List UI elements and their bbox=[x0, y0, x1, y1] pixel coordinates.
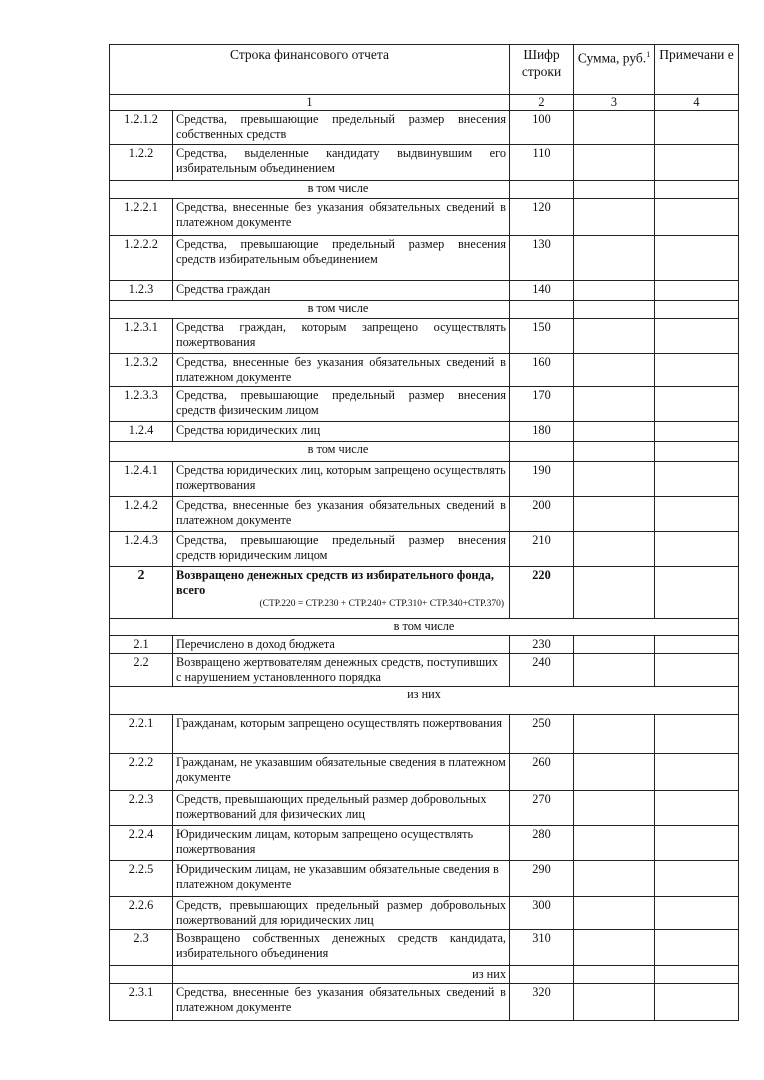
amount-input-cell[interactable] bbox=[574, 354, 655, 387]
header-report-line: Строка финансового отчета bbox=[110, 45, 510, 95]
note-input-cell[interactable] bbox=[655, 636, 739, 654]
table-row bbox=[110, 984, 739, 1021]
note-input-cell[interactable] bbox=[655, 442, 739, 462]
row-text: Гражданам, которым запрещено осуществлять пожертвования bbox=[176, 716, 502, 730]
header-row bbox=[110, 45, 739, 95]
row-text: Средства, внесенные без указания обязательных сведений в платежном документе bbox=[176, 498, 506, 527]
table-row bbox=[110, 791, 739, 826]
row-number: 2.2.3 bbox=[110, 791, 173, 826]
note-input-cell[interactable] bbox=[655, 861, 739, 897]
amount-input-cell[interactable] bbox=[574, 387, 655, 422]
row-text: Средства, внесенные без указания обязательных сведений в платежном документе bbox=[176, 355, 506, 384]
subheading-label: в том числе bbox=[110, 619, 739, 636]
table-row bbox=[110, 636, 739, 654]
amount-input-cell[interactable] bbox=[574, 966, 655, 984]
row-number: 1.2.4.2 bbox=[110, 497, 173, 532]
row-number: 2.2.5 bbox=[110, 861, 173, 897]
row-number: 2.2.2 bbox=[110, 754, 173, 791]
note-input-cell[interactable] bbox=[655, 462, 739, 497]
row-code: 230 bbox=[510, 636, 574, 654]
row-description bbox=[173, 654, 510, 687]
row-code-empty bbox=[510, 442, 574, 462]
row-code-empty bbox=[510, 301, 574, 319]
column-number: 2 bbox=[510, 95, 574, 111]
amount-input-cell[interactable] bbox=[574, 497, 655, 532]
row-description bbox=[173, 930, 510, 966]
row-number: 2.1 bbox=[110, 636, 173, 654]
column-number-row bbox=[110, 95, 739, 111]
row-text: Средства, превышающие предельный размер внесения средств юридическим лицом bbox=[176, 533, 506, 562]
table-row bbox=[110, 462, 739, 497]
table-row bbox=[110, 111, 739, 145]
row-code: 300 bbox=[510, 897, 574, 930]
amount-input-cell[interactable] bbox=[574, 984, 655, 1021]
table-row bbox=[110, 354, 739, 387]
table-row bbox=[110, 319, 739, 354]
note-input-cell[interactable] bbox=[655, 984, 739, 1021]
row-text: Возвращено собственных денежных средств кандидата, избирательного объединения bbox=[176, 931, 506, 960]
note-input-cell[interactable] bbox=[655, 826, 739, 861]
note-input-cell[interactable] bbox=[655, 791, 739, 826]
subheading-label: из них bbox=[110, 687, 739, 715]
row-description bbox=[173, 861, 510, 897]
amount-input-cell[interactable] bbox=[574, 181, 655, 199]
subheading-row bbox=[110, 442, 739, 462]
row-text: Средства, внесенные без указания обязательных сведений в платежном документе bbox=[176, 985, 506, 1014]
note-input-cell[interactable] bbox=[655, 422, 739, 442]
row-text: Средства граждан bbox=[176, 282, 271, 296]
amount-input-cell[interactable] bbox=[574, 636, 655, 654]
row-code: 100 bbox=[510, 111, 574, 145]
table-row bbox=[110, 754, 739, 791]
row-number: 2 bbox=[110, 567, 173, 619]
subheading-label: в том числе bbox=[110, 301, 510, 319]
subheading-row bbox=[110, 301, 739, 319]
table-row bbox=[110, 567, 739, 619]
subheading-label: в том числе bbox=[110, 181, 510, 199]
row-text: Средства, внесенные без указания обязательных сведений в платежном документе bbox=[176, 200, 506, 229]
amount-input-cell[interactable] bbox=[574, 897, 655, 930]
row-description bbox=[173, 984, 510, 1021]
table-row bbox=[110, 532, 739, 567]
amount-input-cell[interactable] bbox=[574, 654, 655, 687]
row-code: 270 bbox=[510, 791, 574, 826]
table-row bbox=[110, 199, 739, 236]
row-text: Средства юридических лиц bbox=[176, 423, 321, 437]
note-input-cell[interactable] bbox=[655, 281, 739, 301]
row-number: 1.2.3.1 bbox=[110, 319, 173, 354]
table-row bbox=[110, 497, 739, 532]
row-text: Возвращено жертвователям денежных средств, поступивших с нарушением установленного порядка bbox=[176, 655, 498, 684]
amount-input-cell[interactable] bbox=[574, 826, 655, 861]
table-row bbox=[110, 897, 739, 930]
note-input-cell[interactable] bbox=[655, 387, 739, 422]
note-input-cell[interactable] bbox=[655, 966, 739, 984]
subheading-row bbox=[110, 181, 739, 199]
row-code: 320 bbox=[510, 984, 574, 1021]
note-input-cell[interactable] bbox=[655, 654, 739, 687]
row-description bbox=[173, 636, 510, 654]
row-code: 210 bbox=[510, 532, 574, 567]
amount-input-cell[interactable] bbox=[574, 532, 655, 567]
row-description bbox=[173, 897, 510, 930]
row-number: 1.2.1.2 bbox=[110, 111, 173, 145]
table-row bbox=[110, 281, 739, 301]
row-code-empty bbox=[510, 966, 574, 984]
row-code: 290 bbox=[510, 861, 574, 897]
column-number: 4 bbox=[655, 95, 739, 111]
amount-input-cell[interactable] bbox=[574, 145, 655, 181]
table-row bbox=[110, 715, 739, 754]
amount-input-cell[interactable] bbox=[574, 791, 655, 826]
amount-input-cell[interactable] bbox=[574, 567, 655, 619]
row-description bbox=[173, 754, 510, 791]
row-number: 2.2.1 bbox=[110, 715, 173, 754]
note-input-cell[interactable] bbox=[655, 181, 739, 199]
row-number: 1.2.4 bbox=[110, 422, 173, 442]
amount-input-cell[interactable] bbox=[574, 422, 655, 442]
note-input-cell[interactable] bbox=[655, 319, 739, 354]
note-input-cell[interactable] bbox=[655, 236, 739, 281]
amount-input-cell[interactable] bbox=[574, 754, 655, 791]
row-code: 120 bbox=[510, 199, 574, 236]
row-text: Средства юридических лиц, которым запрещено осуществлять пожертвования bbox=[176, 463, 506, 492]
row-number: 1.2.4.1 bbox=[110, 462, 173, 497]
column-number: 1 bbox=[110, 95, 510, 111]
header-amount bbox=[574, 45, 655, 95]
header-line-code: Шифр строки bbox=[510, 45, 574, 95]
note-input-cell[interactable] bbox=[655, 897, 739, 930]
row-description bbox=[173, 145, 510, 181]
amount-input-cell[interactable] bbox=[574, 319, 655, 354]
amount-input-cell[interactable] bbox=[574, 715, 655, 754]
row-description bbox=[173, 387, 510, 422]
row-text: Средства граждан, которым запрещено осуществлять пожертвования bbox=[176, 320, 506, 349]
row-code: 250 bbox=[510, 715, 574, 754]
row-description bbox=[173, 497, 510, 532]
amount-input-cell[interactable] bbox=[574, 301, 655, 319]
row-description bbox=[173, 567, 510, 619]
row-text: Средства, выделенные кандидату выдвинувшим его избирательным объединением bbox=[176, 146, 506, 175]
row-text: Средства, превышающие предельный размер внесения средств избирательным объединением bbox=[176, 237, 506, 266]
note-input-cell[interactable] bbox=[655, 354, 739, 387]
row-description bbox=[173, 422, 510, 442]
table-row bbox=[110, 236, 739, 281]
note-input-cell[interactable] bbox=[655, 145, 739, 181]
row-text: Перечислено в доход бюджета bbox=[176, 637, 335, 651]
amount-input-cell[interactable] bbox=[574, 111, 655, 145]
row-text: Гражданам, не указавшим обязательные сведения в платежном документе bbox=[176, 755, 506, 784]
row-formula: (СТР.220 = СТР.230 + СТР.240+ СТР.310+ СТР.340+СТР.370) bbox=[259, 599, 504, 609]
row-description bbox=[173, 199, 510, 236]
amount-input-cell[interactable] bbox=[574, 930, 655, 966]
footnote-ref: 1 bbox=[646, 50, 651, 59]
row-code: 200 bbox=[510, 497, 574, 532]
row-number: 2.2.4 bbox=[110, 826, 173, 861]
table-row bbox=[110, 930, 739, 966]
row-code: 110 bbox=[510, 145, 574, 181]
amount-input-cell[interactable] bbox=[574, 236, 655, 281]
row-text: Средств, превышающих предельный размер добровольных пожертвований для физических лиц bbox=[176, 792, 487, 821]
row-description bbox=[173, 319, 510, 354]
subheading-label: в том числе bbox=[110, 442, 510, 462]
row-number: 1.2.2.1 bbox=[110, 199, 173, 236]
row-number: 1.2.3 bbox=[110, 281, 173, 301]
row-description bbox=[173, 791, 510, 826]
row-text: Юридическим лицам, не указавшим обязательные сведения в платежном документе bbox=[176, 862, 499, 891]
row-description bbox=[173, 715, 510, 754]
row-number: 2.3 bbox=[110, 930, 173, 966]
row-code: 190 bbox=[510, 462, 574, 497]
header-amount-label: Сумма, руб. bbox=[577, 50, 647, 66]
row-code: 160 bbox=[510, 354, 574, 387]
header-note: Примечани е bbox=[655, 45, 739, 95]
row-description bbox=[173, 111, 510, 145]
row-description bbox=[173, 462, 510, 497]
row-code-empty bbox=[510, 181, 574, 199]
row-code: 130 bbox=[510, 236, 574, 281]
table-row bbox=[110, 654, 739, 687]
row-text: Юридическим лицам, которым запрещено осуществлять пожертвования bbox=[176, 827, 474, 856]
row-code: 150 bbox=[510, 319, 574, 354]
row-code: 140 bbox=[510, 281, 574, 301]
column-number: 3 bbox=[574, 95, 655, 111]
note-input-cell[interactable] bbox=[655, 930, 739, 966]
row-code: 310 bbox=[510, 930, 574, 966]
row-text: Средств, превышающих предельный размер добровольных пожертвований для юридических лиц bbox=[176, 898, 506, 927]
subheading-row bbox=[110, 687, 739, 715]
row-number: 1.2.3.2 bbox=[110, 354, 173, 387]
row-number: 2.3.1 bbox=[110, 984, 173, 1021]
row-description bbox=[173, 354, 510, 387]
financial-report-table bbox=[109, 44, 739, 1021]
table-row bbox=[110, 826, 739, 861]
amount-input-cell[interactable] bbox=[574, 462, 655, 497]
note-input-cell[interactable] bbox=[655, 532, 739, 567]
amount-input-cell[interactable] bbox=[574, 861, 655, 897]
row-code: 220 bbox=[510, 567, 574, 619]
row-code: 240 bbox=[510, 654, 574, 687]
row-description bbox=[173, 826, 510, 861]
row-number: 1.2.2.2 bbox=[110, 236, 173, 281]
row-description bbox=[173, 532, 510, 567]
row-number: 2.2 bbox=[110, 654, 173, 687]
note-input-cell[interactable] bbox=[655, 715, 739, 754]
row-code: 260 bbox=[510, 754, 574, 791]
table-row bbox=[110, 387, 739, 422]
row-number: 2.2.6 bbox=[110, 897, 173, 930]
note-input-cell[interactable] bbox=[655, 754, 739, 791]
amount-input-cell[interactable] bbox=[574, 281, 655, 301]
table-row bbox=[110, 145, 739, 181]
amount-input-cell[interactable] bbox=[574, 199, 655, 236]
row-number-empty bbox=[110, 966, 173, 984]
row-number: 1.2.4.3 bbox=[110, 532, 173, 567]
subheading-row bbox=[110, 619, 739, 636]
table-row bbox=[110, 861, 739, 897]
note-input-cell[interactable] bbox=[655, 301, 739, 319]
amount-input-cell[interactable] bbox=[574, 442, 655, 462]
row-text: Возвращено денежных средств из избирательного фонда, всего bbox=[176, 568, 494, 597]
row-text: Средства, превышающие предельный размер внесения средств физическим лицом bbox=[176, 388, 506, 417]
row-number: 1.2.3.3 bbox=[110, 387, 173, 422]
note-input-cell[interactable] bbox=[655, 497, 739, 532]
subheading-label: из них bbox=[173, 966, 510, 984]
row-text: Средства, превышающие предельный размер внесения собственных средств bbox=[176, 112, 506, 141]
note-input-cell[interactable] bbox=[655, 111, 739, 145]
subheading-row bbox=[110, 966, 739, 984]
row-description bbox=[173, 281, 510, 301]
row-code: 280 bbox=[510, 826, 574, 861]
note-input-cell[interactable] bbox=[655, 567, 739, 619]
row-number: 1.2.2 bbox=[110, 145, 173, 181]
row-code: 170 bbox=[510, 387, 574, 422]
table-row bbox=[110, 422, 739, 442]
row-description bbox=[173, 236, 510, 281]
row-code: 180 bbox=[510, 422, 574, 442]
note-input-cell[interactable] bbox=[655, 199, 739, 236]
